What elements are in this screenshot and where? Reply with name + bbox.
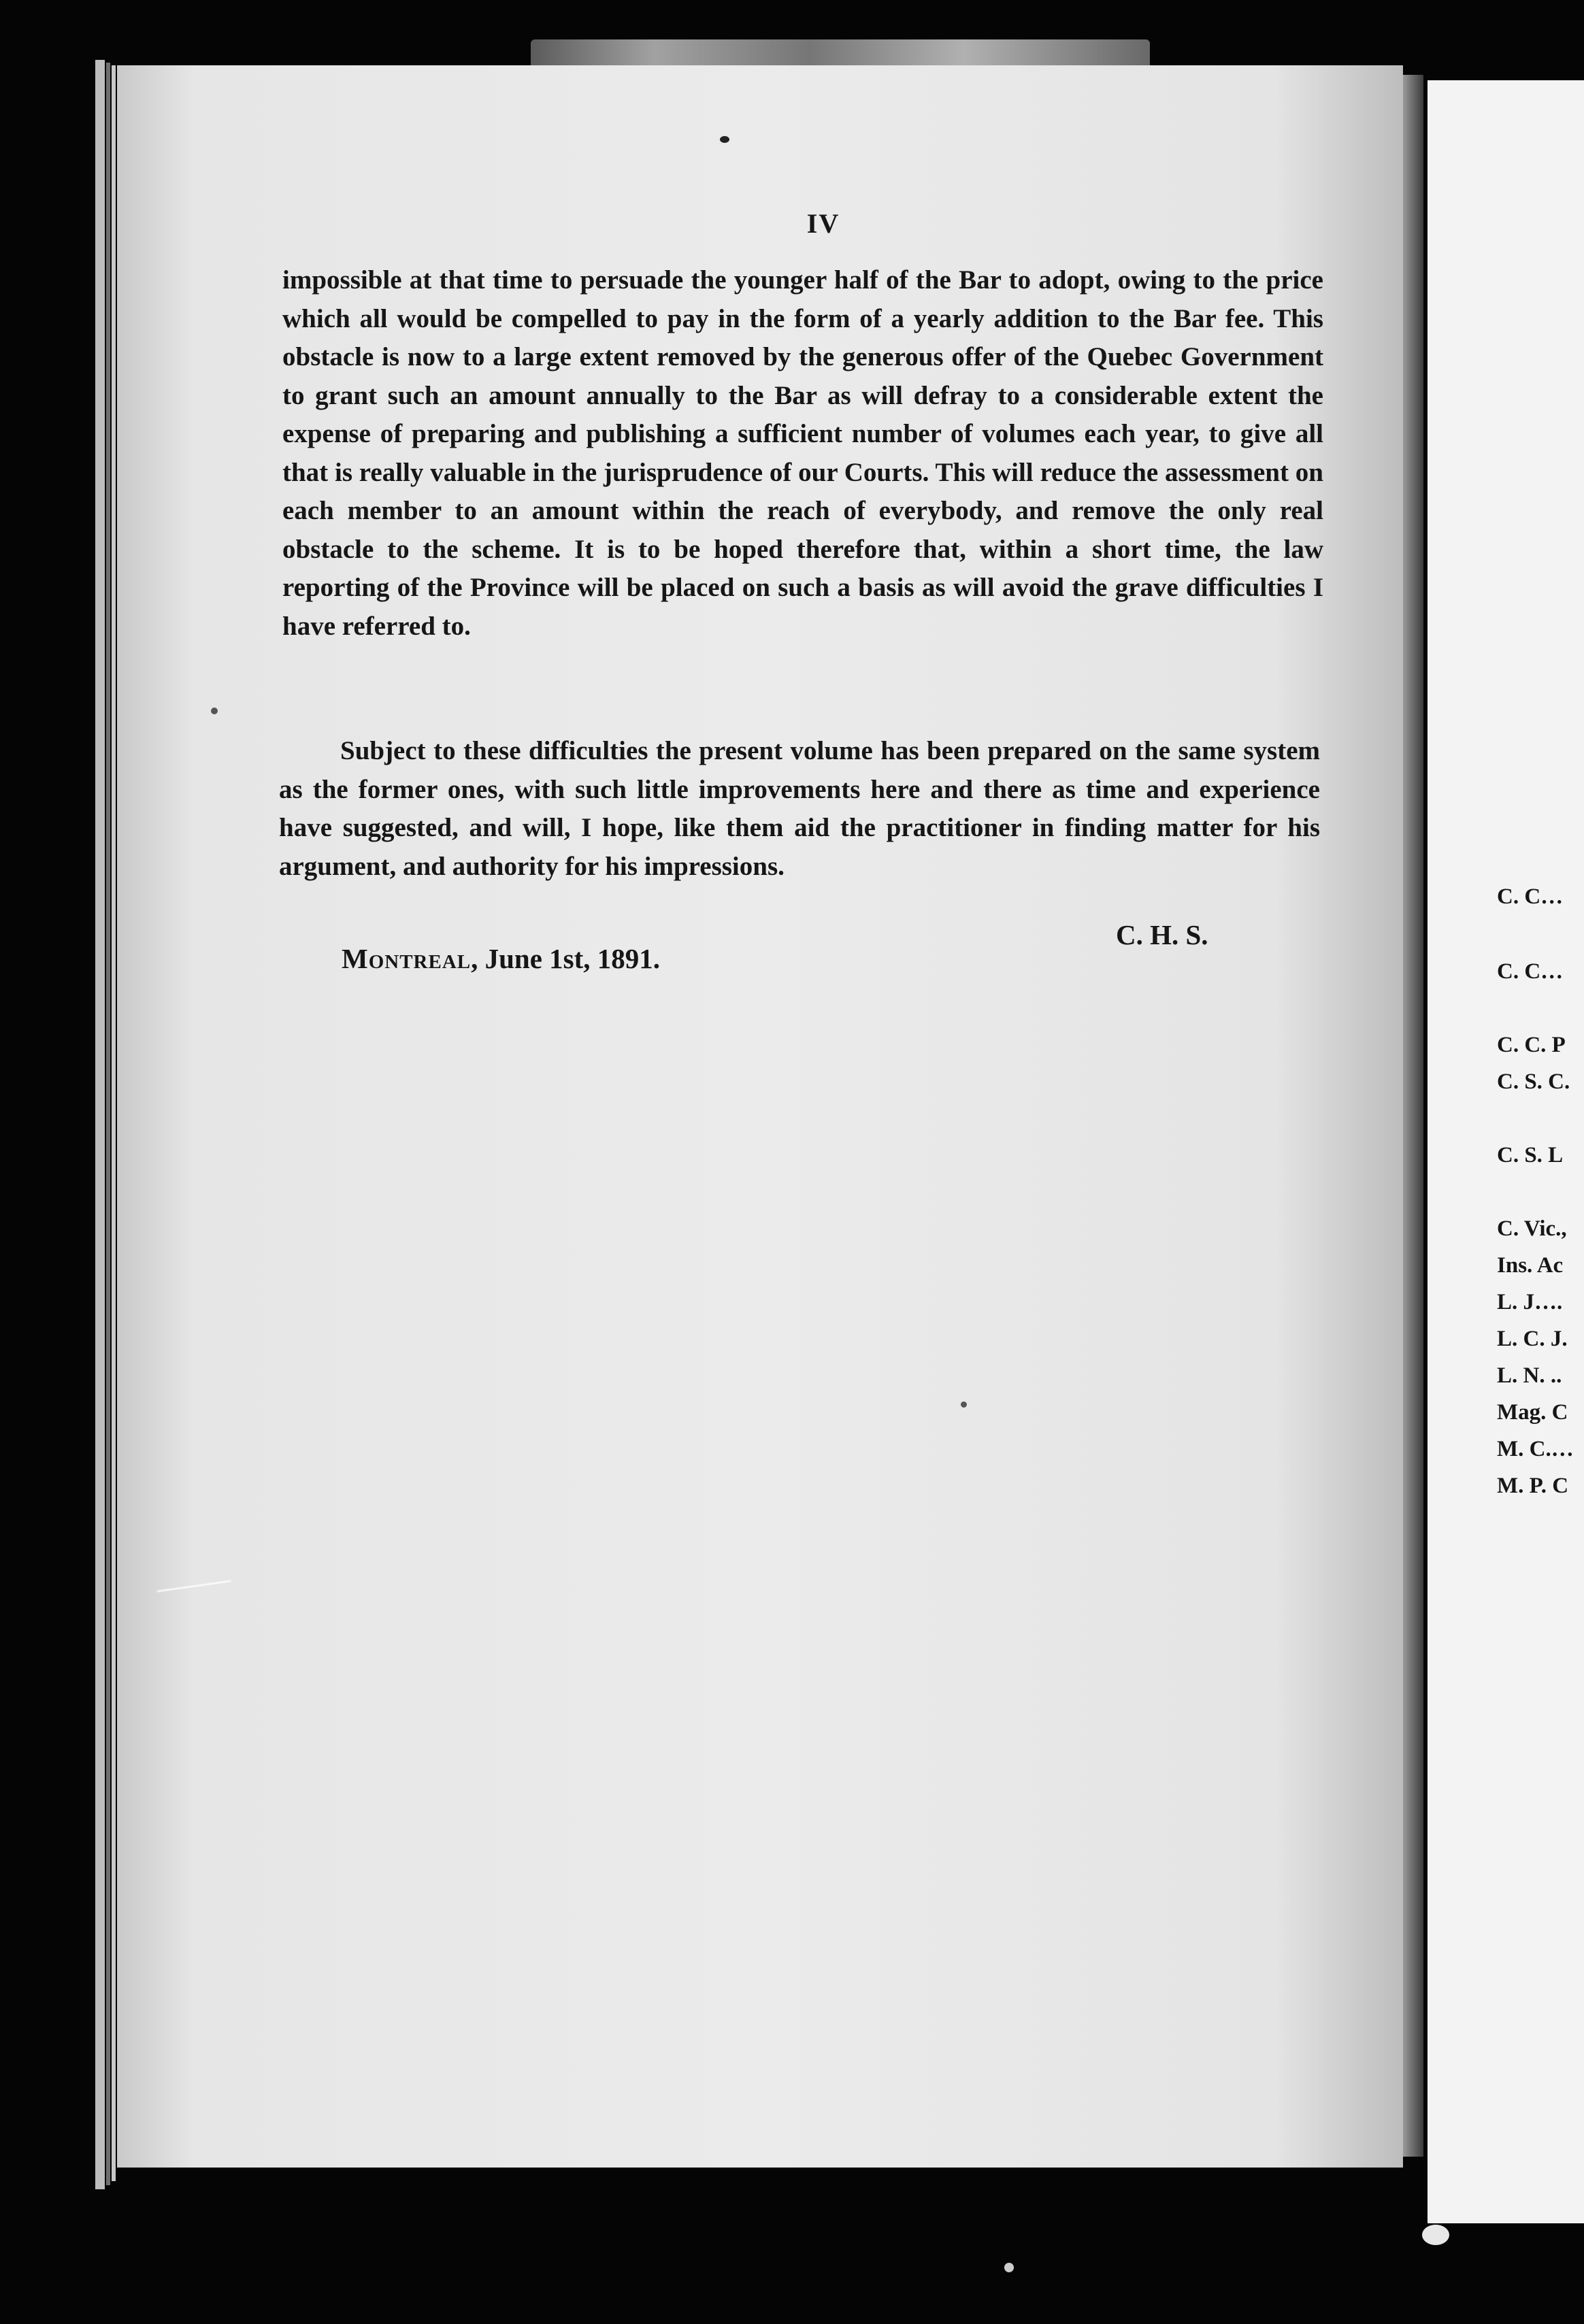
page-edge [106,63,110,2185]
abbreviation-entry: C. Vic., [1497,1216,1567,1241]
body-paragraph-1: impossible at that time to persuade the younger half of the Bar to adopt, owing to the price which all would be compelled to pay in the form of a yearly addition to the Bar fee. This obstacle is now to a large extent removed by the generous offer of the Quebec Government to grant such an amount annually to the Bar as will defray to a considerable extent the expense of preparing and publishing a sufficient number of volumes each year, to give all that is really valuable in the jurisprudence of our Courts. This will reduce the assessment on each member to an amount within the reach of everybody, and remove the only real obstacle to the scheme. It is to be hoped therefore that, within a short time, the law reporting of the Province will be placed on such a basis as will avoid the grave difficulties I have referred to. [282,265,1323,641]
abbreviation-entry: Ins. Ac [1497,1253,1564,1278]
page-edge [112,65,116,2181]
abbreviation-entry: C. C… [1497,884,1564,909]
paragraph-2-text: Subject to these difficulties the present volume has been prepared on the same system as the former ones, with such little improvements here and there as time and experience have suggested, and will, I hope, like them aid the practitioner in finding matter for his argument, and authority for his impressions. [279,736,1320,881]
abbreviation-entry: C. C… [1497,959,1564,984]
abbreviation-entry: C. C. P [1497,1033,1566,1057]
page-edge [95,60,105,2189]
dateline-date: , June 1st, 1891. [471,943,661,974]
abbreviation-entry: C. S. C. [1497,1069,1570,1094]
body-paragraph-2 [279,732,1320,886]
book-gutter [1403,75,1423,2157]
dateline [342,942,660,975]
page-folio: IV [806,208,840,239]
ink-speck [961,1401,967,1408]
abbreviation-entry: M. C.… [1497,1437,1574,1461]
abbreviation-entry: L. J…. [1497,1290,1563,1314]
dateline-place: Montreal [342,943,472,974]
abbreviation-entry: L. C. J. [1497,1327,1568,1351]
abbreviation-entry: L. N. .. [1497,1363,1562,1388]
dust-speck [1422,2225,1449,2245]
ink-speck [211,708,218,714]
abbreviation-entry: Mag. C [1497,1400,1568,1425]
author-initials: C. H. S. [1116,919,1208,950]
dust-speck [1004,2263,1014,2272]
abbreviation-entry: C. S. L [1497,1143,1564,1167]
abbreviation-entry: M. P. C [1497,1474,1569,1498]
ink-speck [720,136,729,143]
